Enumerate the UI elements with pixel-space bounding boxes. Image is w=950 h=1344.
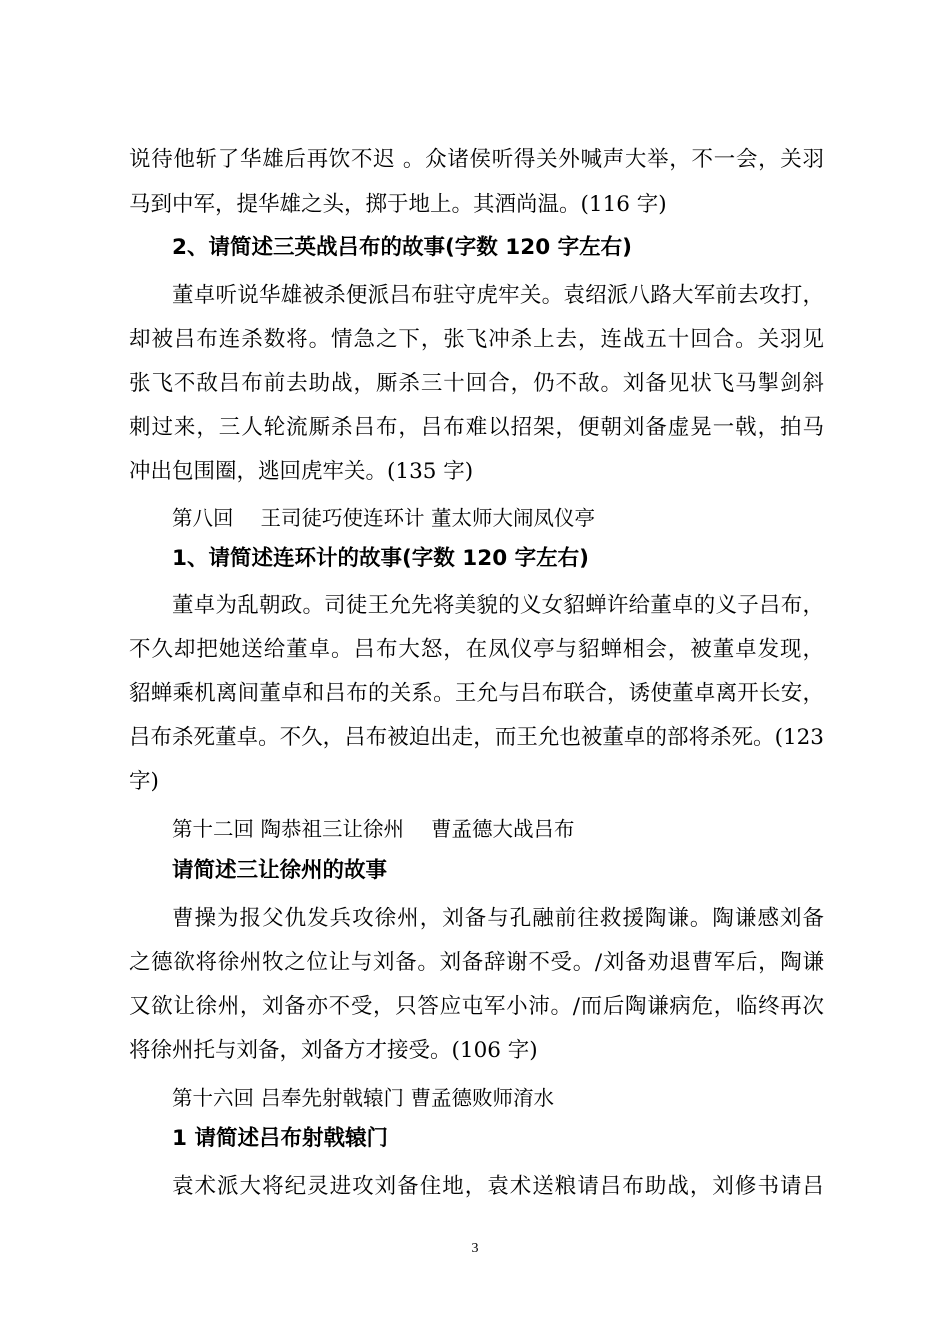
body-text-line: 貂蝉乘机离间董卓和吕布的关系。王允与吕布联合，诱使董卓离开长安， [129, 681, 824, 706]
section-heading: 请简述三让徐州的故事 [172, 858, 388, 883]
body-text-line: 字) [129, 769, 159, 794]
chapter-title: 第十六回 吕奉先射戟辕门 曹孟德败师淯水 [172, 1086, 555, 1110]
body-text-line: 冲出包围圈，逃回虎牢关。(135 字) [129, 459, 474, 484]
chapter-title: 第十二回 陶恭祖三让徐州 曹孟德大战吕布 [172, 817, 575, 841]
paragraph-first-line: 袁术派大将纪灵进攻刘备住地，袁术送粮请吕布助战，刘修书请吕 [172, 1174, 824, 1199]
body-text-line: 吕布杀死董卓。不久，吕布被迫出走，而王允也被董卓的部将杀死。(123 [129, 725, 824, 750]
body-text-line: 马到中军，提华雄之头，掷于地上。其酒尚温。(116 字) [129, 192, 667, 217]
paragraph-first-line: 董卓为乱朝政。司徒王允先将美貌的义女貂蝉许给董卓的义子吕布， [172, 593, 824, 618]
chapter-title: 第八回 王司徒巧使连环计 董太师大闹凤仪亭 [172, 506, 596, 530]
paragraph-first-line: 董卓听说华雄被杀便派吕布驻守虎牢关。袁绍派八路大军前去攻打， [172, 283, 824, 308]
paragraph-first-line: 曹操为报父仇发兵攻徐州，刘备与孔融前往救援陶谦。陶谦感刘备 [172, 906, 824, 931]
body-text-line: 刺过来，三人轮流厮杀吕布，吕布难以招架，便朝刘备虚晃一戟，拍马 [129, 415, 824, 440]
body-text-line: 却被吕布连杀数将。情急之下，张飞冲杀上去，连战五十回合。关羽见 [129, 327, 824, 352]
page-number: 3 [471, 1241, 479, 1256]
section-heading: 2、请简述三英战吕布的故事(字数 120 字左右) [172, 235, 632, 260]
body-text-line: 说待他斩了华雄后再饮不迟 。众诸侯听得关外喊声大举，不一会，关羽 [129, 147, 824, 172]
section-heading: 1、请简述连环计的故事(字数 120 字左右) [172, 546, 589, 571]
body-text-line: 不久却把她送给董卓。吕布大怒，在凤仪亭与貂蝉相会，被董卓发现， [129, 637, 824, 662]
body-text-line: 之德欲将徐州牧之位让与刘备。刘备辞谢不受。/刘备劝退曹军后，陶谦 [129, 950, 824, 975]
body-text-line: 将徐州托与刘备，刘备方才接受。(106 字) [129, 1038, 538, 1063]
section-heading: 1 请简述吕布射戟辕门 [172, 1126, 388, 1151]
body-text-line: 张飞不敌吕布前去助战，厮杀三十回合，仍不敌。刘备见状飞马掣剑斜 [129, 371, 824, 396]
body-text-line: 又欲让徐州，刘备亦不受，只答应屯军小沛。/而后陶谦病危，临终再次 [129, 994, 824, 1019]
